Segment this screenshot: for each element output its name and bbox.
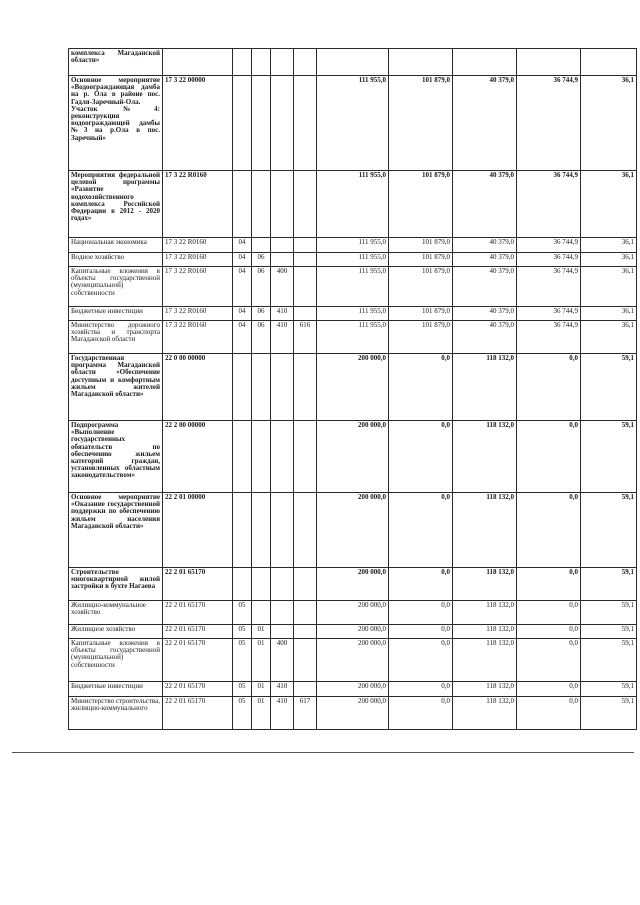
table-row [69, 321, 637, 354]
plan-amount-cell: 200 000,0 [317, 601, 389, 625]
amount-column-3-cell: 36 744,9 [517, 253, 581, 267]
expense-type-cell [271, 253, 294, 267]
target-code-cell: 17 3 22 R0160 [163, 238, 233, 253]
expense-type-cell: 410 [271, 307, 294, 321]
amount-column-2-cell: 118 132,0 [453, 697, 517, 730]
budget-table [68, 48, 637, 730]
amount-column-1-cell: 101 879,0 [389, 307, 453, 321]
administrator-cell: 617 [294, 697, 317, 730]
row-name-cell: Бюджетные инвестиции [69, 682, 163, 697]
table-row [69, 682, 637, 697]
target-code-cell: 22 0 00 00000 [163, 354, 233, 421]
plan-amount-cell: 111 955,0 [317, 267, 389, 307]
amount-column-3-cell: 0,0 [517, 493, 581, 568]
amount-column-1-cell: 0,0 [389, 421, 453, 493]
subsection-cell [252, 568, 271, 601]
target-code-cell: 22 2 01 65170 [163, 697, 233, 730]
amount-column-3-cell: 0,0 [517, 682, 581, 697]
amount-column-2-cell: 40 379,0 [453, 171, 517, 238]
percent-cell [581, 49, 637, 76]
plan-amount-cell: 200 000,0 [317, 568, 389, 601]
row-name-cell: Жилищно-коммунальное хозяйство [69, 601, 163, 625]
administrator-cell [294, 76, 317, 171]
section-cell: 04 [233, 307, 252, 321]
subsection-cell: 01 [252, 697, 271, 730]
administrator-cell [294, 307, 317, 321]
section-cell [233, 354, 252, 421]
section-cell [233, 493, 252, 568]
amount-column-2-cell: 40 379,0 [453, 307, 517, 321]
target-code-cell: 17 3 22 R0160 [163, 321, 233, 354]
table-row [69, 253, 637, 267]
subsection-cell [252, 49, 271, 76]
row-name-cell: Подпрограмма «Выполнение государственных обязательств по обеспечению жильем категорий граждан, установленных областным законодательством» [69, 421, 163, 493]
subsection-cell [252, 421, 271, 493]
administrator-cell [294, 253, 317, 267]
subsection-cell [252, 601, 271, 625]
expense-type-cell [271, 171, 294, 238]
plan-amount-cell: 111 955,0 [317, 76, 389, 171]
table-row [69, 354, 637, 421]
target-code-cell: 22 2 01 65170 [163, 601, 233, 625]
section-cell: 04 [233, 238, 252, 253]
expense-type-cell [271, 601, 294, 625]
target-code-cell: 17 3 22 R0160 [163, 267, 233, 307]
table-row [69, 625, 637, 639]
target-code-cell: 22 2 01 65170 [163, 568, 233, 601]
section-cell: 04 [233, 267, 252, 307]
row-name-cell: Капитальные вложения в объекты государственной (муниципальной) собственности [69, 267, 163, 307]
target-code-cell: 22 2 00 00000 [163, 421, 233, 493]
amount-column-2-cell: 118 132,0 [453, 493, 517, 568]
administrator-cell [294, 421, 317, 493]
amount-column-2-cell: 118 132,0 [453, 639, 517, 682]
plan-amount-cell: 200 000,0 [317, 421, 389, 493]
amount-column-2-cell: 118 132,0 [453, 601, 517, 625]
subsection-cell [252, 354, 271, 421]
subsection-cell: 01 [252, 625, 271, 639]
target-code-cell: 22 2 01 65170 [163, 625, 233, 639]
amount-column-3-cell: 0,0 [517, 354, 581, 421]
amount-column-1-cell: 0,0 [389, 639, 453, 682]
amount-column-3-cell: 0,0 [517, 639, 581, 682]
administrator-cell [294, 354, 317, 421]
amount-column-1-cell: 0,0 [389, 601, 453, 625]
subsection-cell [252, 493, 271, 568]
amount-column-3-cell: 36 744,9 [517, 171, 581, 238]
amount-column-1-cell: 0,0 [389, 697, 453, 730]
administrator-cell [294, 601, 317, 625]
percent-cell: 59,1 [581, 421, 637, 493]
administrator-cell [294, 682, 317, 697]
percent-cell: 36,1 [581, 171, 637, 238]
percent-cell: 59,1 [581, 639, 637, 682]
section-cell [233, 568, 252, 601]
amount-column-2-cell: 40 379,0 [453, 321, 517, 354]
amount-column-3-cell: 0,0 [517, 625, 581, 639]
table-body [69, 49, 637, 730]
table-row [69, 76, 637, 171]
subsection-cell: 06 [252, 321, 271, 354]
plan-amount-cell [317, 49, 389, 76]
row-name-cell: Капитальные вложения в объекты государственной (муниципальной) собственности [69, 639, 163, 682]
percent-cell: 59,1 [581, 625, 637, 639]
amount-column-2-cell: 40 379,0 [453, 238, 517, 253]
percent-cell: 59,1 [581, 354, 637, 421]
administrator-cell [294, 639, 317, 682]
row-name-cell: Бюджетные инвестиции [69, 307, 163, 321]
amount-column-1-cell: 0,0 [389, 568, 453, 601]
subsection-cell [252, 171, 271, 238]
target-code-cell: 22 2 01 00000 [163, 493, 233, 568]
percent-cell: 36,1 [581, 307, 637, 321]
amount-column-1-cell: 0,0 [389, 493, 453, 568]
amount-column-1-cell: 0,0 [389, 625, 453, 639]
percent-cell: 59,1 [581, 601, 637, 625]
amount-column-3-cell: 0,0 [517, 568, 581, 601]
expense-type-cell [271, 625, 294, 639]
row-name-cell: Государственная программа Магаданской области «Обеспечение доступным и комфортным жильем жителей Магаданской области» [69, 354, 163, 421]
table-row [69, 171, 637, 238]
target-code-cell: 22 2 01 65170 [163, 682, 233, 697]
row-name-cell: Водное хозяйство [69, 253, 163, 267]
administrator-cell [294, 625, 317, 639]
amount-column-1-cell: 0,0 [389, 682, 453, 697]
administrator-cell [294, 171, 317, 238]
amount-column-1-cell: 101 879,0 [389, 238, 453, 253]
row-name-cell: Национальная экономика [69, 238, 163, 253]
administrator-cell [294, 49, 317, 76]
percent-cell: 59,1 [581, 682, 637, 697]
row-name-cell: Министерство строительства, жилищно-коммунального [69, 697, 163, 730]
row-name-cell: Министерство дорожного хозяйства и транспорта Магаданской области [69, 321, 163, 354]
table-row [69, 493, 637, 568]
percent-cell: 59,1 [581, 697, 637, 730]
administrator-cell [294, 267, 317, 307]
expense-type-cell [271, 76, 294, 171]
section-cell: 05 [233, 639, 252, 682]
table-row [69, 639, 637, 682]
table-row [69, 238, 637, 253]
row-name-cell: Мероприятия федеральной целевой программы «Развитие водохозяйственного комплекса Российской Федерации в 2012 - 2020 годах» [69, 171, 163, 238]
percent-cell: 36,1 [581, 253, 637, 267]
section-cell [233, 76, 252, 171]
amount-column-1-cell [389, 49, 453, 76]
administrator-cell: 616 [294, 321, 317, 354]
expense-type-cell [271, 421, 294, 493]
administrator-cell [294, 568, 317, 601]
row-name-cell: Основное мероприятие «Оказание государственной поддержки по обеспечению жильем населения Магаданской области» [69, 493, 163, 568]
amount-column-3-cell: 0,0 [517, 697, 581, 730]
amount-column-2-cell [453, 49, 517, 76]
amount-column-3-cell: 0,0 [517, 421, 581, 493]
table-row [69, 307, 637, 321]
table-row [69, 601, 637, 625]
target-code-cell: 17 3 22 R0160 [163, 307, 233, 321]
plan-amount-cell: 200 000,0 [317, 682, 389, 697]
section-cell: 04 [233, 321, 252, 354]
row-name-cell: Основное мероприятие «Водоограждающая дамба на р. Ола в районе пос. Гадля-Заречный-Ола. Участок №4: реконструкция водоограждающей дамбы №3 на р.Ола в пос. Заречный» [69, 76, 163, 171]
plan-amount-cell: 200 000,0 [317, 625, 389, 639]
plan-amount-cell: 111 955,0 [317, 307, 389, 321]
expense-type-cell: 410 [271, 697, 294, 730]
plan-amount-cell: 111 955,0 [317, 171, 389, 238]
amount-column-2-cell: 118 132,0 [453, 421, 517, 493]
subsection-cell: 06 [252, 253, 271, 267]
plan-amount-cell: 200 000,0 [317, 639, 389, 682]
administrator-cell [294, 238, 317, 253]
expense-type-cell: 410 [271, 682, 294, 697]
amount-column-3-cell: 0,0 [517, 601, 581, 625]
section-cell: 05 [233, 601, 252, 625]
table-row [69, 421, 637, 493]
table-row [69, 568, 637, 601]
amount-column-1-cell: 101 879,0 [389, 171, 453, 238]
expense-type-cell: 410 [271, 321, 294, 354]
amount-column-1-cell: 101 879,0 [389, 253, 453, 267]
target-code-cell: 17 3 22 00000 [163, 76, 233, 171]
plan-amount-cell: 111 955,0 [317, 321, 389, 354]
row-name-cell: Строительство многоквартирной жилой застройки в бухте Нагаева [69, 568, 163, 601]
target-code-cell [163, 49, 233, 76]
expense-type-cell [271, 49, 294, 76]
subsection-cell [252, 76, 271, 171]
amount-column-2-cell: 40 379,0 [453, 76, 517, 171]
section-cell [233, 49, 252, 76]
percent-cell: 36,1 [581, 76, 637, 171]
plan-amount-cell: 200 000,0 [317, 354, 389, 421]
amount-column-1-cell: 101 879,0 [389, 321, 453, 354]
section-cell: 05 [233, 682, 252, 697]
section-cell: 05 [233, 625, 252, 639]
section-cell: 04 [233, 253, 252, 267]
table-row [69, 267, 637, 307]
expense-type-cell: 400 [271, 639, 294, 682]
section-cell: 05 [233, 697, 252, 730]
row-name-cell: комплекса Магаданской области» [69, 49, 163, 76]
amount-column-3-cell: 36 744,9 [517, 76, 581, 171]
amount-column-2-cell: 40 379,0 [453, 253, 517, 267]
row-name-cell: Жилищное хозяйство [69, 625, 163, 639]
plan-amount-cell: 111 955,0 [317, 253, 389, 267]
percent-cell: 36,1 [581, 321, 637, 354]
section-cell [233, 421, 252, 493]
table-row [69, 49, 637, 76]
percent-cell: 36,1 [581, 238, 637, 253]
page-bottom-rule [12, 752, 634, 753]
amount-column-3-cell: 36 744,9 [517, 238, 581, 253]
amount-column-3-cell: 36 744,9 [517, 307, 581, 321]
administrator-cell [294, 493, 317, 568]
amount-column-3-cell: 36 744,9 [517, 267, 581, 307]
subsection-cell: 06 [252, 267, 271, 307]
amount-column-2-cell: 40 379,0 [453, 267, 517, 307]
target-code-cell: 22 2 01 65170 [163, 639, 233, 682]
plan-amount-cell: 200 000,0 [317, 493, 389, 568]
section-cell [233, 171, 252, 238]
plan-amount-cell: 111 955,0 [317, 238, 389, 253]
plan-amount-cell: 200 000,0 [317, 697, 389, 730]
subsection-cell: 01 [252, 639, 271, 682]
expense-type-cell [271, 354, 294, 421]
amount-column-2-cell: 118 132,0 [453, 682, 517, 697]
amount-column-1-cell: 101 879,0 [389, 76, 453, 171]
amount-column-2-cell: 118 132,0 [453, 625, 517, 639]
amount-column-1-cell: 0,0 [389, 354, 453, 421]
percent-cell: 59,1 [581, 568, 637, 601]
amount-column-3-cell: 36 744,9 [517, 321, 581, 354]
target-code-cell: 17 3 22 R0160 [163, 171, 233, 238]
expense-type-cell [271, 568, 294, 601]
target-code-cell: 17 3 22 R0160 [163, 253, 233, 267]
percent-cell: 36,1 [581, 267, 637, 307]
expense-type-cell [271, 238, 294, 253]
table-row [69, 697, 637, 730]
amount-column-2-cell: 118 132,0 [453, 568, 517, 601]
percent-cell: 59,1 [581, 493, 637, 568]
amount-column-2-cell: 118 132,0 [453, 354, 517, 421]
amount-column-3-cell [517, 49, 581, 76]
amount-column-1-cell: 101 879,0 [389, 267, 453, 307]
expense-type-cell: 400 [271, 267, 294, 307]
subsection-cell [252, 238, 271, 253]
subsection-cell: 01 [252, 682, 271, 697]
expense-type-cell [271, 493, 294, 568]
subsection-cell: 06 [252, 307, 271, 321]
